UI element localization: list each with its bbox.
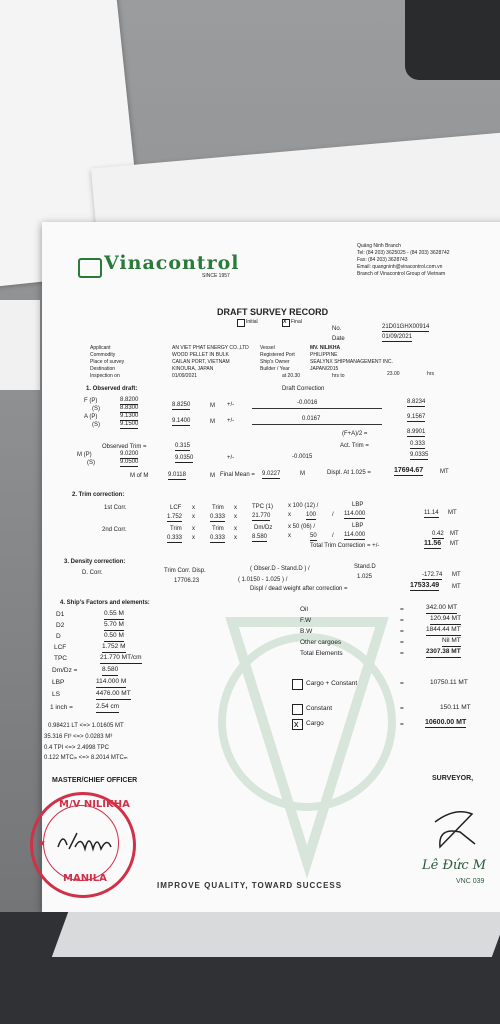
conversion-line: 35.316 Ft³ <=> 0.0283 M³ — [44, 734, 113, 740]
trim-cell: 114.000 — [344, 532, 366, 538]
constant-value: 150.11 MT — [440, 704, 471, 711]
branch-line: Email: quangninh@vinacontrol.com.vn — [357, 264, 443, 270]
initial-checkbox[interactable] — [237, 319, 245, 327]
trim-cell: x — [234, 514, 237, 520]
first-correction-result: 11.14 — [424, 510, 439, 516]
fs-value: 8.8300 — [120, 405, 139, 411]
factor-label: D2 — [56, 622, 65, 629]
first-correction-label: 1st Corr. — [104, 505, 127, 511]
factor-value: 2.54 cm — [96, 704, 119, 713]
draft-correction-heading: Draft Correction — [282, 386, 325, 392]
final-label: Final — [291, 319, 302, 325]
element-label: Other cargoes — [300, 639, 342, 646]
obser-stand-label: ( Obser.D - Stand.D ) / — [250, 566, 310, 572]
factor-label: Dm/Dz = — [52, 667, 78, 674]
density-correction-heading: 3. Density correction: — [64, 559, 126, 565]
final-checkbox[interactable]: x — [282, 319, 290, 327]
act-trim-value: 0.333 — [410, 441, 426, 447]
inspection-label: Inspection on — [90, 373, 120, 379]
element-label: B.W — [300, 628, 313, 635]
unit-mt: MT — [450, 531, 459, 537]
master-label: MASTER/CHIEF OFFICER — [52, 777, 138, 784]
mp-label: M (P) — [77, 452, 92, 458]
fp-value: 8.8200 — [120, 397, 139, 403]
factor-label: 1 inch = — [50, 704, 73, 711]
factor-value: 1.752 M — [102, 644, 126, 653]
element-label: Oil — [300, 606, 308, 613]
final-mean-value: 9.0227 — [262, 471, 281, 477]
trim-cell: 0.333 — [210, 535, 226, 541]
company-logo: Vinacontrol — [104, 252, 240, 274]
displacement-value: 17694.67 — [394, 467, 424, 474]
plus-minus: +/- — [227, 402, 235, 408]
factor-value: 0.55 M — [104, 611, 124, 620]
factor-label: D1 — [56, 611, 65, 618]
observed-trim-value: 0.315 — [175, 443, 191, 449]
equals-sign: = — [400, 721, 404, 728]
factor-label: LS — [52, 691, 60, 698]
conversion-line: 0.4 TPI <=> 2.4998 TPC — [44, 745, 109, 751]
equals-sign: = — [400, 606, 404, 613]
unit-m: M — [210, 403, 215, 409]
a-correction: 0.0167 — [302, 416, 321, 422]
surveyor-label: SURVEYOR, — [432, 775, 474, 782]
place-value: CAILAN PORT, VIETNAM — [172, 359, 230, 365]
equals-sign: = — [400, 639, 404, 646]
surveyor-signature — [430, 802, 480, 852]
ap-label: A (P) — [84, 414, 98, 420]
ms-label: (S) — [87, 460, 95, 466]
factor-value: 8.580 — [102, 667, 118, 676]
branch-line: Branch of Vinacontrol Group of Vietnam — [357, 271, 446, 277]
port-label: Registered Port — [260, 352, 295, 358]
trim-cell: Dm/Dz — [254, 525, 273, 531]
paper-edge — [52, 912, 500, 957]
equals-sign: = — [400, 650, 404, 657]
commodity-value: WOOD PELLET IN BULK — [172, 352, 229, 358]
f-correction: -0.0016 — [297, 400, 318, 406]
trim-corr-disp-value: 17706.23 — [174, 578, 200, 584]
conversion-line: 0.98421 LT <=> 1.01605 MT — [48, 723, 124, 729]
since-label: SINCE 1957 — [202, 273, 230, 279]
trim-cell: 0.333 — [210, 514, 226, 520]
trim-cell: x — [192, 535, 195, 541]
plus-minus: +/- — [227, 455, 235, 461]
hrs-label: hrs — [427, 371, 434, 377]
final-mean-label: Final Mean = — [220, 472, 255, 478]
second-correction-label: 2nd Corr. — [102, 527, 127, 533]
fa2-value: 8.9901 — [407, 429, 426, 435]
trim-cell: x — [192, 505, 195, 511]
equals-sign: = — [400, 628, 404, 635]
corner-device — [405, 0, 500, 80]
constant-checkbox[interactable] — [292, 704, 303, 715]
factor-value: 114.000 M — [96, 679, 126, 688]
unit-mt: MT — [448, 510, 457, 516]
applicant-label: Applicant — [90, 345, 111, 351]
trim-cell: x — [192, 514, 195, 520]
displ-dw-value: 17533.49 — [410, 582, 440, 589]
master-signature — [55, 827, 115, 857]
stand-d-label: Stand.D — [354, 564, 376, 570]
cargo-constant-checkbox[interactable] — [292, 679, 303, 690]
trim-cell: x — [288, 512, 291, 518]
cargo-value: 10600.00 MT — [425, 719, 467, 726]
trim-correction-heading: 2. Trim correction: — [72, 492, 125, 498]
factor-value: 21.770 MT/cm — [100, 655, 142, 664]
cargo-checkbox[interactable]: x — [292, 719, 303, 730]
ap-value: 9.1300 — [120, 413, 139, 419]
initial-label: Initial — [246, 319, 258, 325]
factor-label: TPC — [54, 655, 67, 662]
constant-label: Constant — [306, 705, 333, 712]
density-result: -172.74 — [422, 572, 443, 578]
ship-stamp — [30, 792, 136, 898]
stamp-star-icon: ★ — [37, 838, 46, 849]
observed-draft-heading: 1. Observed draft: — [86, 386, 138, 392]
factor-value: 4476.00 MT — [96, 691, 131, 700]
mp-value: 9.0200 — [120, 451, 139, 457]
fa2-label: (F+A)/2 = — [342, 431, 368, 437]
element-value: 1844.44 MT — [426, 627, 461, 636]
unit-mt: MT — [440, 469, 449, 475]
trim-cell: x — [234, 505, 237, 511]
surveyor-name: Lê Đức M — [422, 858, 487, 873]
second-correction-result: 0.42 — [432, 531, 444, 537]
ship-factors-heading: 4. Ship's Factors and elements: — [60, 600, 150, 606]
company-motto: IMPROVE QUALITY, TOWARD SUCCESS — [157, 881, 343, 890]
factor-label: D — [56, 633, 61, 640]
element-value: 120.94 MT — [430, 616, 461, 625]
record-date: 01/09/2021 — [382, 334, 413, 340]
f-mean: 8.8250 — [172, 402, 191, 408]
total-trim-value: 11.56 — [424, 540, 442, 547]
m-mean: 9.0350 — [175, 455, 194, 461]
inspection-value: 01/09/2021 — [172, 373, 198, 379]
trim-cell: / — [332, 533, 334, 539]
no-label: No. — [332, 326, 342, 332]
element-value: 2307.38 MT — [426, 649, 461, 658]
act-trim-label: Act. Trim = — [340, 443, 369, 449]
unit-mt: MT — [452, 572, 461, 578]
surveyor-code: VNC 039 — [456, 878, 485, 885]
trim-cell: x — [192, 526, 195, 532]
stamp-port-name: MANILA — [63, 873, 107, 884]
trim-cell: Trim — [170, 526, 182, 532]
as-label: (S) — [92, 422, 100, 428]
cargo-constant-value: 10750.11 MT — [430, 679, 468, 686]
trim-cell: x 100 (12) / — [288, 503, 319, 509]
branch-line: Fax: (84 203) 3628743 — [357, 257, 408, 263]
trim-cell: Trim — [212, 505, 224, 511]
trim-cell: x 50 (06) / — [288, 524, 316, 530]
factor-label: LBP — [52, 679, 65, 686]
element-value: 342.00 MT — [426, 605, 457, 614]
commodity-label: Commodity — [90, 352, 116, 358]
trim-cell: TPC (1) — [252, 504, 273, 510]
cargo-constant-label: Cargo + Constant — [306, 680, 358, 687]
m-result: 9.0335 — [410, 452, 429, 458]
trim-cell: Trim — [212, 526, 224, 532]
a-mean: 9.1400 — [172, 418, 191, 424]
element-label: F.W — [300, 617, 312, 624]
displ-dw-label: Displ / dead weight after correction = — [250, 586, 348, 592]
m-correction: -0.0015 — [292, 454, 313, 460]
trim-corr-disp-label: Trim Corr. Disp. — [164, 568, 206, 574]
record-number: 21D01GHX00914 — [382, 324, 430, 330]
vessel-value: MV. NILIKHA — [310, 345, 341, 351]
a-result: 9.1567 — [407, 414, 426, 420]
trim-cell: 100 — [306, 512, 317, 518]
destination-value: KINOURA, JAPAN — [172, 366, 214, 372]
equals-sign: = — [400, 680, 404, 687]
underline — [252, 408, 382, 409]
unit-mt: MT — [450, 541, 459, 547]
trim-cell: 114.000 — [344, 511, 366, 517]
stamp-vessel-name: M/V NILIKHA — [59, 799, 130, 810]
equals-sign: = — [400, 705, 404, 712]
unit-m: M — [210, 473, 215, 479]
d-corr-label: D. Corr. — [82, 570, 103, 576]
total-trim-label: Total Trim Correction = +/- — [310, 543, 380, 549]
trim-cell: 8.580 — [252, 534, 268, 540]
equals-sign: = — [400, 617, 404, 624]
trim-cell: x — [288, 533, 291, 539]
observed-trim-label: Observed Trim = — [102, 444, 147, 450]
trim-cell: LCF — [170, 505, 182, 511]
branch-line: Quảng Ninh Branch — [357, 243, 401, 249]
cargo-label: Cargo — [306, 720, 324, 727]
displ-label: Displ. At 1.025 = — [327, 470, 371, 476]
destination-label: Destination — [90, 366, 116, 372]
owner-label: Ship's Owner — [260, 359, 290, 365]
owner-value: SEALYNX SHIPMANAGEMENT INC. — [310, 359, 393, 365]
vinacontrol-logo-icon — [78, 258, 102, 278]
applicant-value: AN VIET PHAT ENERGY CO.,LTD — [172, 345, 249, 351]
unit-m: M — [210, 419, 215, 425]
trim-cell: x — [234, 526, 237, 532]
background-paper-edge — [0, 300, 40, 390]
builder-value: JAPAN/2015 — [310, 366, 339, 372]
watermark-logo — [212, 582, 402, 882]
trim-cell: LBP — [352, 502, 364, 508]
branch-line: Tel: (84 203) 3625025 - (84 203) 3628742 — [357, 250, 450, 256]
date-label: Date — [332, 336, 345, 342]
trim-cell: x — [234, 535, 237, 541]
f-result: 8.8234 — [407, 399, 426, 405]
trim-cell: LBP — [352, 523, 364, 529]
port-value: PHILIPPINE — [310, 352, 338, 358]
ms-value: 9.0500 — [120, 459, 139, 465]
underline — [252, 424, 382, 425]
vessel-label: Vessel — [260, 345, 275, 351]
element-label: Total Elements — [300, 650, 343, 657]
builder-label: Builder / Year — [260, 366, 290, 372]
fp-label: F (P) — [84, 398, 98, 404]
trim-cell: 50 — [310, 533, 317, 539]
unit-m: M — [300, 471, 305, 477]
document-title: DRAFT SURVEY RECORD — [217, 307, 329, 317]
mofm-value: 9.0118 — [168, 472, 186, 478]
stand-d-value: 1.025 — [357, 574, 373, 580]
obser-stand-value: ( 1.0150 - 1.025 ) / — [238, 577, 288, 583]
trim-cell: 1.752 — [167, 514, 183, 520]
hrs-to-label: hrs to — [332, 373, 345, 379]
factor-value: 5.70 M — [104, 622, 124, 631]
conversion-line: 0.122 MTCᵢₙ <=> 8.2014 MTCₘ — [44, 755, 128, 761]
factor-value: 0.50 M — [104, 633, 124, 642]
place-label: Place of survey — [90, 359, 125, 365]
element-value: Nil MT — [442, 638, 461, 647]
hrs-to-value: 23.00 — [387, 371, 400, 377]
mofm-label: M of M — [130, 473, 149, 479]
inspection-time: at 20.30 — [282, 373, 301, 379]
unit-mt: MT — [452, 584, 461, 590]
trim-cell: 0.333 — [167, 535, 183, 541]
plus-minus: +/- — [227, 418, 235, 424]
as-value: 9.1500 — [120, 421, 139, 427]
fs-label: (S) — [92, 406, 100, 412]
trim-cell: / — [332, 512, 334, 518]
factor-label: LCF — [54, 644, 67, 651]
trim-cell: 21.770 — [252, 513, 271, 519]
